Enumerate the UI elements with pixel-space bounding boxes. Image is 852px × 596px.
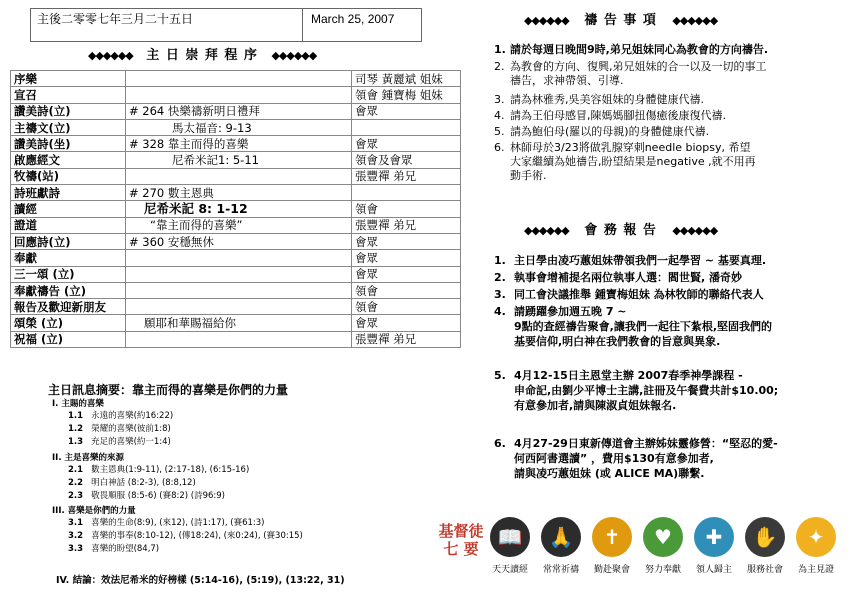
date-header bbox=[30, 8, 422, 42]
outline-point-number: 3.3 bbox=[68, 544, 84, 554]
ornament-right-icon: ◆◆◆◆◆◆ bbox=[672, 224, 718, 237]
church-affairs-item-text: 主日學由凌巧蕙姐妹帶領我們一起學習 ~ 基要真理. bbox=[514, 254, 767, 267]
church-affairs-title-row bbox=[524, 219, 717, 238]
program-content bbox=[126, 299, 352, 315]
program-content: 尼希米記 8: 1-12 bbox=[126, 201, 352, 217]
outline-point-text: 敬畏順服 (8:5-6) (賽8:2) (詩96:9) bbox=[91, 491, 225, 501]
outline-point bbox=[68, 476, 196, 488]
prayer-item-number: 1. bbox=[494, 43, 506, 56]
church-affairs-item-text: 有意參加者,請與陳淑貞姐妹報名. bbox=[514, 399, 677, 412]
essential-label: 天天讀經 bbox=[491, 565, 528, 575]
outline-point-number: 2.2 bbox=[68, 478, 84, 488]
prayer-item-text: 請為林雅秀,吳美容姐妹的身體健康代禱. bbox=[510, 93, 704, 106]
program-person: 領會 bbox=[352, 282, 461, 298]
seven-essentials-label-line2: 七 要 bbox=[443, 540, 479, 558]
church-affairs-item bbox=[494, 368, 778, 413]
program-item: 證道 bbox=[11, 217, 126, 233]
program-row bbox=[11, 282, 461, 298]
program-content: # 270 數主恩典 bbox=[126, 185, 352, 201]
program-person bbox=[352, 185, 461, 201]
program-person: 會眾 bbox=[352, 233, 461, 249]
program-content: # 264 快樂禱新明日禮拜 bbox=[126, 103, 352, 119]
outline-point-text: 明白神話 (8:2-3), (8:8,12) bbox=[91, 478, 196, 488]
program-content bbox=[126, 71, 352, 87]
ornament-left-icon: ◆◆◆◆◆◆ bbox=[88, 49, 133, 62]
church-affairs-item-text: 4月12-15日主恩堂主辦 2007春季神學課程 - bbox=[514, 369, 743, 382]
church-affairs-item-text: 執事會增補提名兩位執事人選：閻世賢, 潘奇妙 bbox=[514, 271, 743, 284]
evangelism-icon: ✚ bbox=[694, 517, 734, 557]
essential-label: 努力奉獻 bbox=[644, 565, 681, 575]
church-affairs-item-text: 4月27-29日東新傳道會主辦姊妹靈修營：“堅忍的愛- bbox=[514, 437, 778, 450]
program-person: 張豐禪 弟兄 bbox=[352, 331, 461, 347]
program-content: # 328 靠主而得的喜樂 bbox=[126, 136, 352, 152]
program-row bbox=[11, 315, 461, 331]
program-item: 回應詩(立) bbox=[11, 233, 126, 249]
program-person: 司琴 黃麗斌 姐妹 bbox=[352, 71, 461, 87]
church-affairs-item-number: 4. bbox=[494, 305, 506, 318]
program-row bbox=[11, 266, 461, 282]
sermon-heading: 主日訊息摘要：靠主而得的喜樂是你們的力量 bbox=[48, 383, 289, 397]
prayer-item bbox=[494, 109, 726, 123]
program-content bbox=[126, 168, 352, 184]
order-of-worship-title-row bbox=[88, 44, 316, 63]
prayer-item-number: 3. bbox=[494, 93, 505, 106]
outline-point-text: 充足的喜樂(約一1:4) bbox=[91, 437, 171, 447]
essential-label: 為主見證 bbox=[797, 565, 834, 575]
essential-item bbox=[792, 517, 840, 575]
program-row bbox=[11, 201, 461, 217]
reading-icon: 📖 bbox=[490, 517, 530, 557]
church-affairs-item bbox=[494, 270, 742, 285]
program-item: 報告及歡迎新朋友 bbox=[11, 299, 126, 315]
church-affairs-item-number: 2. bbox=[494, 271, 506, 284]
church-affairs-item-text: 請踴躍參加週五晚 7 ~ bbox=[514, 305, 627, 318]
program-content bbox=[126, 266, 352, 282]
program-person: 會眾 bbox=[352, 103, 461, 119]
prayer-item bbox=[494, 141, 756, 183]
program-person: 張豐禪 弟兄 bbox=[352, 217, 461, 233]
sermon-conclusion: IV. 結論：效法尼希米的好榜樣 (5:14-16), (5:19), (13:22, 31) bbox=[56, 575, 345, 586]
church-affairs-item-number: 5. bbox=[494, 369, 506, 382]
outline-point bbox=[68, 422, 171, 434]
program-content bbox=[126, 87, 352, 103]
english-date: March 25, 2007 bbox=[311, 12, 395, 26]
program-person: 會眾 bbox=[352, 136, 461, 152]
church-affairs-title: 會 務 報 告 bbox=[584, 223, 657, 238]
essential-item bbox=[486, 517, 534, 575]
program-item: 讚美詩(立) bbox=[11, 103, 126, 119]
outline-point-text: 永遠的喜樂(約16:22) bbox=[91, 411, 174, 421]
program-item: 主禱文(立) bbox=[11, 119, 126, 135]
program-person bbox=[352, 119, 461, 135]
prayer-item-text: 禱告，求神帶領、引導. bbox=[510, 74, 624, 87]
program-person: 領會 鍾寶梅 姐妹 bbox=[352, 87, 461, 103]
program-item: 序樂 bbox=[11, 71, 126, 87]
program-item: 奉獻 bbox=[11, 250, 126, 266]
outline-point-text: 喜樂的事奉(8:10-12), (傳18:24), (來0:24), (賽30:15) bbox=[91, 531, 303, 541]
outline-point bbox=[68, 489, 225, 501]
church-affairs-item-text: 9點的查經禱告聚會,讓我們一起往下紮根,堅固我們的 bbox=[514, 320, 773, 333]
service-icon: ✋ bbox=[745, 517, 785, 557]
church-affairs-item bbox=[494, 436, 778, 481]
church-affairs-item-number: 1. bbox=[494, 254, 506, 267]
order-of-worship-table bbox=[10, 70, 461, 348]
prayer-item-number: 2. bbox=[494, 60, 505, 73]
church-affairs-item-number: 3. bbox=[494, 288, 506, 301]
church-affairs-item-text: 基要信仰,明白神在我們教會的旨意與異象. bbox=[514, 335, 721, 348]
program-person: 領會及會眾 bbox=[352, 152, 461, 168]
program-row bbox=[11, 233, 461, 249]
program-row bbox=[11, 136, 461, 152]
outline-point-number: 3.2 bbox=[68, 531, 84, 541]
program-row bbox=[11, 87, 461, 103]
prayer-item-number: 6. bbox=[494, 141, 505, 154]
program-content: “靠主而得的喜樂” bbox=[126, 217, 352, 233]
praying-icon: 🙏 bbox=[541, 517, 581, 557]
program-row bbox=[11, 71, 461, 87]
chinese-date: 主後二零零七年三月二十五日 bbox=[31, 9, 303, 41]
program-content bbox=[126, 331, 352, 347]
essential-label: 勤赴聚會 bbox=[593, 565, 630, 575]
program-item: 祝福 (立) bbox=[11, 331, 126, 347]
ornament-left-icon: ◆◆◆◆◆◆ bbox=[524, 14, 569, 27]
program-person: 領會 bbox=[352, 201, 461, 217]
essential-item bbox=[639, 517, 687, 575]
outline-point bbox=[68, 409, 173, 421]
program-item: 啟應經文 bbox=[11, 152, 126, 168]
program-item: 三一頌 (立) bbox=[11, 266, 126, 282]
outline-point-number: 1.2 bbox=[68, 424, 84, 434]
prayer-item-text: 請於每週日晚間9時,弟兄姐妹同心為教會的方向禱告. bbox=[510, 43, 769, 56]
outline-point-number: 2.3 bbox=[68, 491, 84, 501]
church-affairs-item-text: 請與凌巧蕙姐妹 (或 ALICE MA)聯繫. bbox=[514, 467, 705, 480]
program-row bbox=[11, 250, 461, 266]
outline-point-number: 2.1 bbox=[68, 465, 84, 475]
church-affairs-item-text: 申命記,由劉少平博士主講,註冊及午餐費共計$10.00; bbox=[514, 384, 779, 397]
program-content: 馬太福音: 9-13 bbox=[126, 119, 352, 135]
church-affairs-item bbox=[494, 304, 772, 349]
essential-item bbox=[690, 517, 738, 575]
outline-point-text: 喜樂的盼望(84,7) bbox=[91, 544, 160, 554]
prayer-item-text: 為教會的方向、復興,弟兄姐妹的合一以及一切的事工 bbox=[510, 60, 767, 73]
program-content: 願耶和華賜福給你 bbox=[126, 315, 352, 331]
outline-section-heading: I. 主賜的喜樂 bbox=[52, 399, 104, 409]
prayer-item-text: 請為鮑伯母(羅以的母親)的身體健康代禱. bbox=[510, 125, 710, 138]
prayer-item bbox=[494, 60, 767, 88]
church-icon: ✝ bbox=[592, 517, 632, 557]
outline-point-text: 喜樂的生命(8:9), (來12), (詩1:17), (賽61:3) bbox=[91, 518, 265, 528]
prayer-item-text: 大家繼續為她禱告,盼望結果是negative ,就不用再 bbox=[510, 155, 756, 168]
program-content: 尼希米記1: 5-11 bbox=[126, 152, 352, 168]
church-affairs-item-number: 6. bbox=[494, 437, 506, 450]
program-row bbox=[11, 299, 461, 315]
outline-point bbox=[68, 542, 159, 554]
seven-essentials-label bbox=[438, 522, 484, 558]
program-person: 領會 bbox=[352, 299, 461, 315]
program-row bbox=[11, 152, 461, 168]
ornament-right-icon: ◆◆◆◆◆◆ bbox=[271, 49, 317, 62]
program-item: 宣召 bbox=[11, 87, 126, 103]
church-affairs-item bbox=[494, 253, 766, 268]
prayer-items-title: 禱 告 事 項 bbox=[584, 13, 657, 28]
program-content bbox=[126, 250, 352, 266]
church-affairs-item-text: 同工會決議推舉 鍾寶梅姐妹 為林牧師的聯絡代表人 bbox=[514, 288, 764, 301]
essential-label: 常常祈禱 bbox=[542, 565, 579, 575]
program-item: 讚美詩(坐) bbox=[11, 136, 126, 152]
outline-point-number: 3.1 bbox=[68, 518, 84, 528]
essential-label: 服務社會 bbox=[746, 565, 783, 575]
program-row bbox=[11, 168, 461, 184]
offering-icon: ♥ bbox=[643, 517, 683, 557]
ornament-left-icon: ◆◆◆◆◆◆ bbox=[524, 224, 569, 237]
essential-item bbox=[741, 517, 789, 575]
witness-icon: ✦ bbox=[796, 517, 836, 557]
church-affairs-item-text: 何西阿書選讀” ，費用$130有意參加者, bbox=[514, 452, 714, 465]
program-person: 會眾 bbox=[352, 315, 461, 331]
prayer-item-number: 4. bbox=[494, 109, 505, 122]
prayer-item bbox=[494, 125, 709, 139]
program-person: 會眾 bbox=[352, 250, 461, 266]
outline-point-text: 榮耀的喜樂(彼前1:8) bbox=[91, 424, 171, 434]
program-row bbox=[11, 119, 461, 135]
program-content: # 360 安穩無休 bbox=[126, 233, 352, 249]
program-item: 頌榮 (立) bbox=[11, 315, 126, 331]
program-content bbox=[126, 282, 352, 298]
prayer-item-text: 請為王伯母感冒,陳媽媽腳扭傷癒後康復代禱. bbox=[510, 109, 726, 122]
prayer-item-text: 動手術. bbox=[510, 169, 547, 182]
program-item: 詩班獻詩 bbox=[11, 185, 126, 201]
essential-item bbox=[537, 517, 585, 575]
program-row bbox=[11, 331, 461, 347]
outline-point-text: 數主恩典(1:9-11), (2:17-18), (6:15-16) bbox=[91, 465, 250, 475]
order-of-worship-title: 主 日 崇 拜 程 序 bbox=[146, 48, 258, 63]
program-person: 會眾 bbox=[352, 266, 461, 282]
ornament-right-icon: ◆◆◆◆◆◆ bbox=[672, 14, 718, 27]
program-item: 奉獻禱告 (立) bbox=[11, 282, 126, 298]
prayer-item-number: 5. bbox=[494, 125, 505, 138]
essential-label: 領人歸主 bbox=[695, 565, 732, 575]
outline-point-number: 1.1 bbox=[68, 411, 84, 421]
program-item: 讀經 bbox=[11, 201, 126, 217]
outline-point bbox=[68, 463, 249, 475]
prayer-items-title-row bbox=[524, 9, 717, 28]
program-row bbox=[11, 217, 461, 233]
outline-section-heading: III. 喜樂是你們的力量 bbox=[52, 506, 136, 516]
prayer-item-text: 林師母於3/23將做乳腺穿刺needle biopsy, 希望 bbox=[510, 141, 751, 154]
outline-point bbox=[68, 435, 171, 447]
outline-point-number: 1.3 bbox=[68, 437, 84, 447]
program-item: 牧禱(站) bbox=[11, 168, 126, 184]
outline-point bbox=[68, 529, 303, 541]
outline-section-heading: II. 主是喜樂的來源 bbox=[52, 453, 125, 463]
outline-point bbox=[68, 516, 264, 528]
program-person: 張豐禪 弟兄 bbox=[352, 168, 461, 184]
program-row bbox=[11, 185, 461, 201]
program-row bbox=[11, 103, 461, 119]
prayer-item bbox=[494, 93, 704, 107]
essential-item bbox=[588, 517, 636, 575]
seven-essentials-label-line1: 基督徒 bbox=[438, 522, 484, 540]
church-affairs-item bbox=[494, 287, 764, 302]
prayer-item bbox=[494, 43, 768, 57]
